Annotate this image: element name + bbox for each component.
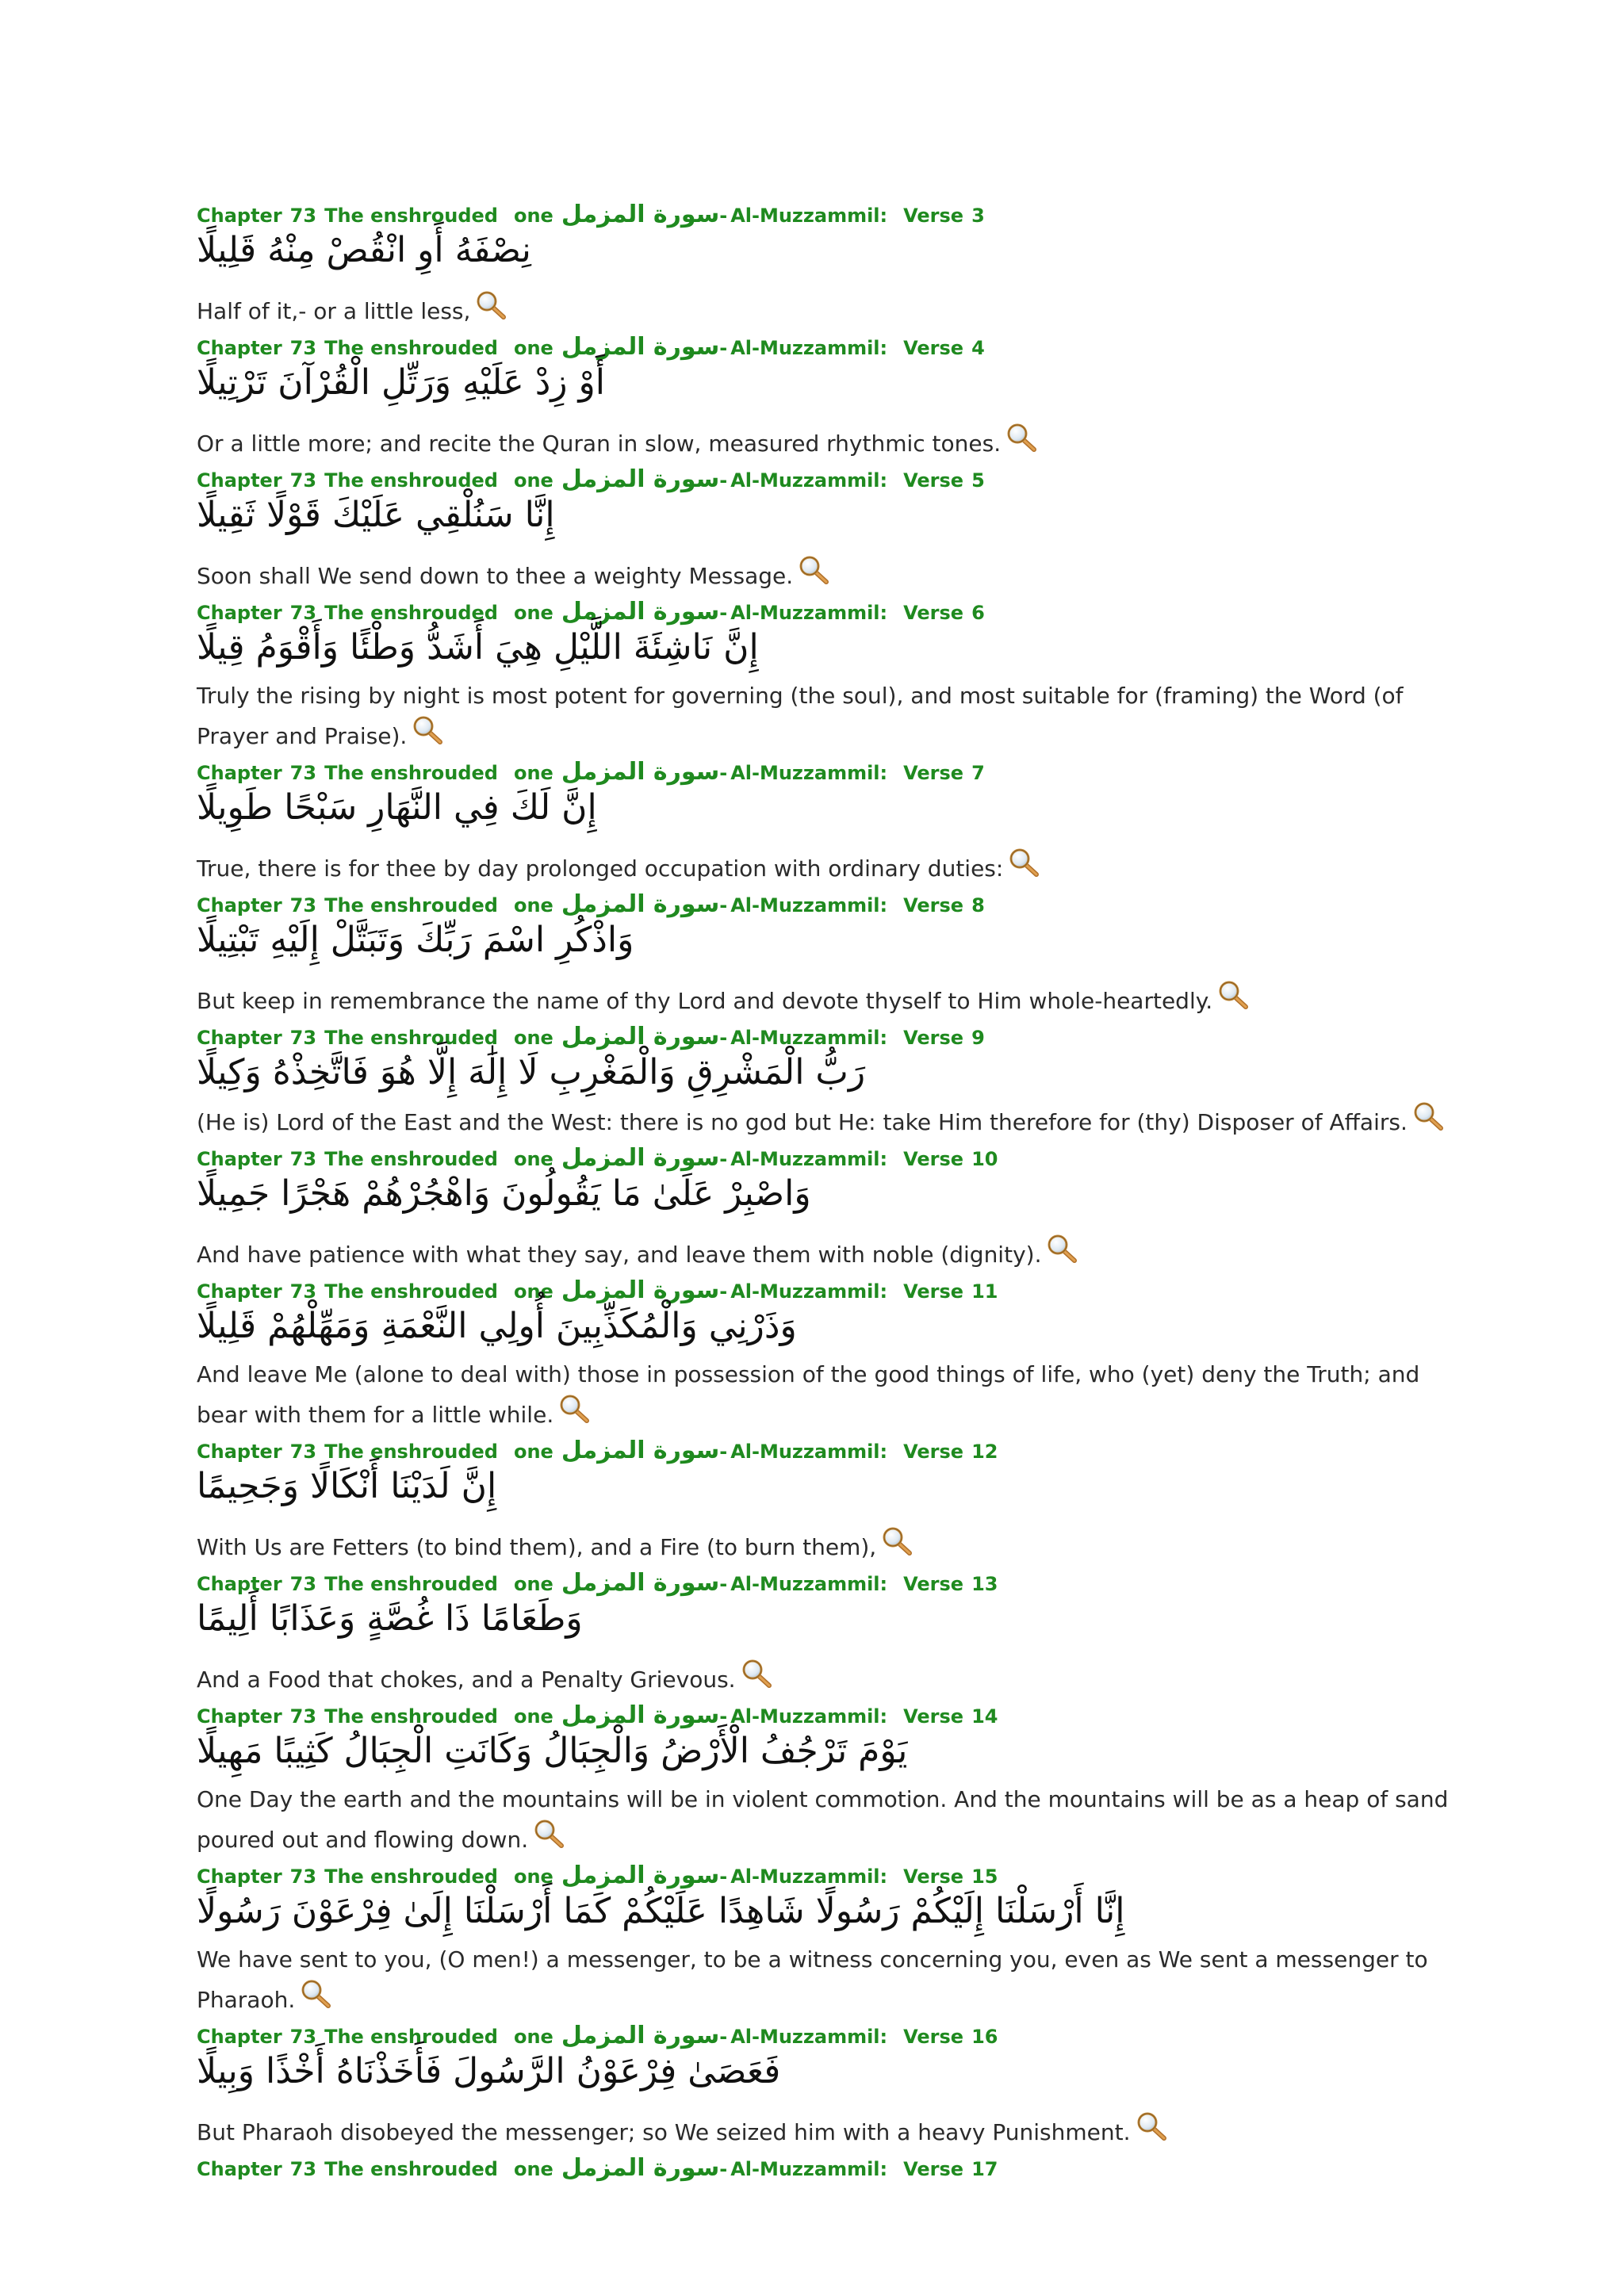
surah-transliteration: Al-Muzzammil: bbox=[730, 894, 888, 916]
chapter-name-one: one bbox=[513, 2158, 553, 2180]
chapter-number: 73 bbox=[289, 205, 317, 227]
verse-header bbox=[197, 1145, 1450, 1172]
verse-arabic-text: وَاصْبِرْ عَلَىٰ مَا يَقُولُونَ وَاهْجُرْهُمْ هَجْرًا جَمِيلًا bbox=[197, 1173, 811, 1214]
surah-name-arabic: سورة المزمل bbox=[561, 2154, 720, 2182]
chapter-name: The enshrouded bbox=[324, 1705, 498, 1728]
chapter-name: The enshrouded bbox=[324, 469, 498, 492]
verse-number: 16 bbox=[971, 2026, 998, 2048]
verse-translation-text: Truly the rising by night is most potent for governing (the soul), and most suitable for (framing) the Word (of Prayer and Praise). bbox=[197, 683, 1404, 749]
verse-header bbox=[197, 2155, 1450, 2182]
verse-block bbox=[197, 1437, 1450, 1570]
verse-word: Verse bbox=[903, 1866, 964, 1888]
verse-block bbox=[197, 201, 1450, 334]
chapter-name: The enshrouded bbox=[324, 1573, 498, 1595]
chapter-name-one: one bbox=[513, 1866, 553, 1888]
chapter-name-one: one bbox=[513, 1573, 553, 1595]
verse-translation bbox=[197, 405, 1450, 466]
chapter-word: Chapter bbox=[197, 2026, 282, 2048]
verse-translation bbox=[197, 670, 1450, 759]
chapter-word: Chapter bbox=[197, 205, 282, 227]
header-separator: - bbox=[719, 1441, 728, 1463]
verse-word: Verse bbox=[903, 1148, 964, 1170]
surah-name-arabic: سورة المزمل bbox=[561, 758, 720, 786]
surah-name-arabic: سورة المزمل bbox=[561, 1144, 720, 1172]
magnifier-icon[interactable] bbox=[1046, 1234, 1078, 1276]
surah-transliteration: Al-Muzzammil: bbox=[730, 1441, 888, 1463]
chapter-number: 73 bbox=[289, 1573, 317, 1595]
header-separator: - bbox=[719, 1148, 728, 1170]
verse-header bbox=[197, 2022, 1450, 2049]
surah-transliteration: Al-Muzzammil: bbox=[730, 762, 888, 784]
verse-block bbox=[197, 891, 1450, 1024]
verse-number: 12 bbox=[971, 1441, 998, 1463]
verse-block bbox=[197, 334, 1450, 466]
verse-number: 13 bbox=[971, 1573, 998, 1595]
verse-list bbox=[197, 201, 1450, 2182]
chapter-word: Chapter bbox=[197, 1148, 282, 1170]
verse-header bbox=[197, 1277, 1450, 1304]
chapter-name-one: one bbox=[513, 2026, 553, 2048]
verse-arabic-text: إِنَّا سَنُلْقِي عَلَيْكَ قَوْلًا ثَقِيلًا bbox=[197, 495, 555, 535]
verse-arabic-text: إِنَّ نَاشِئَةَ اللَّيْلِ هِيَ أَشَدُّ وَطْئًا وَأَقْوَمُ قِيلًا bbox=[197, 627, 759, 668]
chapter-name-one: one bbox=[513, 469, 553, 492]
surah-transliteration: Al-Muzzammil: bbox=[730, 1573, 888, 1595]
verse-arabic-text: وَاذْكُرِ اسْمَ رَبِّكَ وَتَبَتَّلْ إِلَيْهِ تَبْتِيلًا bbox=[197, 920, 634, 960]
chapter-number: 73 bbox=[289, 762, 317, 784]
chapter-name: The enshrouded bbox=[324, 337, 498, 359]
chapter-name-one: one bbox=[513, 205, 553, 227]
chapter-word: Chapter bbox=[197, 1573, 282, 1595]
verse-block bbox=[197, 599, 1450, 759]
verse-block bbox=[197, 1702, 1450, 1862]
surah-name-arabic: سورة المزمل bbox=[561, 1862, 720, 1889]
chapter-number: 73 bbox=[289, 2026, 317, 2048]
verse-translation-text: And have patience with what they say, and leave them with noble (dignity). bbox=[197, 1242, 1042, 1268]
verse-translation-text: With Us are Fetters (to bind them), and a Fire (to burn them), bbox=[197, 1534, 877, 1560]
surah-transliteration: Al-Muzzammil: bbox=[730, 1705, 888, 1728]
surah-transliteration: Al-Muzzammil: bbox=[730, 205, 888, 227]
magnifier-icon[interactable] bbox=[300, 1979, 331, 2021]
chapter-word: Chapter bbox=[197, 2158, 282, 2180]
surah-name-arabic: سورة المزمل bbox=[561, 598, 720, 626]
chapter-name: The enshrouded bbox=[324, 1280, 498, 1303]
surah-name-arabic: سورة المزمل bbox=[561, 890, 720, 918]
chapter-word: Chapter bbox=[197, 602, 282, 624]
verse-translation-text: But keep in remembrance the name of thy Lord and devote thyself to Him whole-heartedly. bbox=[197, 988, 1213, 1014]
verse-number: 8 bbox=[971, 894, 985, 916]
verse-translation bbox=[197, 273, 1450, 334]
surah-transliteration: Al-Muzzammil: bbox=[730, 1148, 888, 1170]
verse-translation bbox=[197, 962, 1450, 1024]
header-separator: - bbox=[719, 205, 728, 227]
surah-transliteration: Al-Muzzammil: bbox=[730, 2026, 888, 2048]
magnifier-icon[interactable] bbox=[1005, 423, 1037, 465]
magnifier-icon[interactable] bbox=[1136, 2111, 1167, 2153]
chapter-name-one: one bbox=[513, 762, 553, 784]
verse-number: 4 bbox=[971, 337, 985, 359]
chapter-word: Chapter bbox=[197, 1280, 282, 1303]
verse-number: 17 bbox=[971, 2158, 998, 2180]
verse-arabic-text: إِنَّ لَكَ فِي النَّهَارِ سَبْحًا طَوِيلًا bbox=[197, 787, 597, 828]
verse-block bbox=[197, 1277, 1450, 1437]
verse-word: Verse bbox=[903, 1027, 964, 1049]
verse-translation-text: And leave Me (alone to deal with) those in possession of the good things of life, who (yet) deny the Truth; and bear with them for a little while. bbox=[197, 1361, 1420, 1428]
chapter-name-one: one bbox=[513, 1280, 553, 1303]
verse-header bbox=[197, 599, 1450, 626]
verse-word: Verse bbox=[903, 1280, 964, 1303]
surah-name-arabic: سورة المزمل bbox=[561, 1701, 720, 1729]
verse-translation-text: We have sent to you, (O men!) a messenger, to be a witness concerning you, even as We sent a messenger to Pharaoh. bbox=[197, 1946, 1428, 2013]
verse-translation bbox=[197, 1774, 1450, 1862]
verse-translation bbox=[197, 2094, 1450, 2155]
chapter-word: Chapter bbox=[197, 1705, 282, 1728]
verse-translation-text: Half of it,- or a little less, bbox=[197, 298, 471, 324]
header-separator: - bbox=[719, 602, 728, 624]
chapter-name-one: one bbox=[513, 1027, 553, 1049]
verse-translation bbox=[197, 1641, 1450, 1702]
chapter-name: The enshrouded bbox=[324, 1027, 498, 1049]
chapter-name: The enshrouded bbox=[324, 602, 498, 624]
header-separator: - bbox=[719, 337, 728, 359]
chapter-word: Chapter bbox=[197, 337, 282, 359]
header-separator: - bbox=[719, 2026, 728, 2048]
verse-word: Verse bbox=[903, 2026, 964, 2048]
chapter-number: 73 bbox=[289, 2158, 317, 2180]
verse-arabic-text: وَطَعَامًا ذَا غُصَّةٍ وَعَذَابًا أَلِيمًا bbox=[197, 1598, 583, 1639]
chapter-name-one: one bbox=[513, 1148, 553, 1170]
verse-translation bbox=[197, 1095, 1450, 1145]
header-separator: - bbox=[719, 762, 728, 784]
magnifier-icon[interactable] bbox=[1412, 1101, 1444, 1143]
chapter-name-one: one bbox=[513, 337, 553, 359]
verse-header bbox=[197, 1862, 1450, 1889]
surah-name-arabic: سورة المزمل bbox=[561, 1569, 720, 1597]
magnifier-icon[interactable] bbox=[558, 1394, 590, 1436]
verse-word: Verse bbox=[903, 205, 964, 227]
chapter-word: Chapter bbox=[197, 1866, 282, 1888]
surah-name-arabic: سورة المزمل bbox=[561, 465, 720, 493]
header-separator: - bbox=[719, 2158, 728, 2180]
magnifier-icon[interactable] bbox=[412, 715, 443, 757]
surah-name-arabic: سورة المزمل bbox=[561, 2022, 720, 2049]
verse-translation bbox=[197, 1934, 1450, 2022]
verse-header bbox=[197, 1437, 1450, 1464]
surah-transliteration: Al-Muzzammil: bbox=[730, 337, 888, 359]
verse-number: 5 bbox=[971, 469, 985, 492]
verse-translation-text: Or a little more; and recite the Quran in slow, measured rhythmic tones. bbox=[197, 430, 1002, 457]
verse-number: 10 bbox=[971, 1148, 998, 1170]
chapter-name-one: one bbox=[513, 1705, 553, 1728]
magnifier-icon[interactable] bbox=[798, 555, 829, 597]
chapter-word: Chapter bbox=[197, 469, 282, 492]
verse-arabic-text: نِصْفَهُ أَوِ انْقُصْ مِنْهُ قَلِيلًا bbox=[197, 230, 531, 270]
verse-block bbox=[197, 759, 1450, 891]
chapter-number: 73 bbox=[289, 1866, 317, 1888]
magnifier-icon[interactable] bbox=[1217, 980, 1249, 1022]
verse-number: 3 bbox=[971, 205, 985, 227]
chapter-number: 73 bbox=[289, 1705, 317, 1728]
magnifier-icon[interactable] bbox=[1008, 848, 1040, 890]
chapter-number: 73 bbox=[289, 469, 317, 492]
header-separator: - bbox=[719, 1027, 728, 1049]
verse-word: Verse bbox=[903, 337, 964, 359]
verse-number: 7 bbox=[971, 762, 985, 784]
surah-name-arabic: سورة المزمل bbox=[561, 1437, 720, 1464]
chapter-word: Chapter bbox=[197, 1027, 282, 1049]
chapter-number: 73 bbox=[289, 1441, 317, 1463]
verse-block-trailing bbox=[197, 2155, 1450, 2182]
surah-name-arabic: سورة المزمل bbox=[561, 1276, 720, 1304]
surah-transliteration: Al-Muzzammil: bbox=[730, 1280, 888, 1303]
verse-word: Verse bbox=[903, 762, 964, 784]
verse-translation bbox=[197, 830, 1450, 891]
chapter-number: 73 bbox=[289, 602, 317, 624]
header-separator: - bbox=[719, 1866, 728, 1888]
verse-arabic-text: رَبُّ الْمَشْرِقِ وَالْمَغْرِبِ لَا إِلَٰهَ إِلَّا هُوَ فَاتَّخِذْهُ وَكِيلًا bbox=[197, 1052, 866, 1093]
chapter-name-one: one bbox=[513, 894, 553, 916]
verse-word: Verse bbox=[903, 1705, 964, 1728]
verse-number: 9 bbox=[971, 1027, 985, 1049]
chapter-name: The enshrouded bbox=[324, 894, 498, 916]
verse-number: 6 bbox=[971, 602, 985, 624]
verse-header bbox=[197, 466, 1450, 493]
verse-translation-text: Soon shall We send down to thee a weighty Message. bbox=[197, 563, 794, 589]
header-separator: - bbox=[719, 1280, 728, 1303]
verse-number: 14 bbox=[971, 1705, 998, 1728]
verse-block bbox=[197, 1145, 1450, 1277]
verse-translation-text: One Day the earth and the mountains will be in violent commotion. And the mountains will be as a heap of sand poured out and flowing down. bbox=[197, 1786, 1449, 1853]
magnifier-icon[interactable] bbox=[881, 1526, 913, 1568]
page-content bbox=[197, 201, 1450, 2182]
verse-word: Verse bbox=[903, 1441, 964, 1463]
header-separator: - bbox=[719, 1573, 728, 1595]
verse-translation bbox=[197, 538, 1450, 599]
verse-translation-text: (He is) Lord of the East and the West: there is no god but He: take Him therefore for (thy) Disposer of Affairs. bbox=[197, 1109, 1408, 1135]
verse-number: 15 bbox=[971, 1866, 998, 1888]
chapter-word: Chapter bbox=[197, 894, 282, 916]
chapter-name: The enshrouded bbox=[324, 1148, 498, 1170]
verse-block bbox=[197, 1024, 1450, 1145]
verse-block bbox=[197, 1862, 1450, 2022]
chapter-word: Chapter bbox=[197, 1441, 282, 1463]
surah-transliteration: Al-Muzzammil: bbox=[730, 1866, 888, 1888]
chapter-name: The enshrouded bbox=[324, 205, 498, 227]
chapter-name: The enshrouded bbox=[324, 1441, 498, 1463]
verse-arabic-text: فَعَصَىٰ فِرْعَوْنُ الرَّسُولَ فَأَخَذْنَاهُ أَخْذًا وَبِيلًا bbox=[197, 2051, 781, 2091]
verse-word: Verse bbox=[903, 1573, 964, 1595]
verse-header bbox=[197, 1570, 1450, 1597]
chapter-name: The enshrouded bbox=[324, 1866, 498, 1888]
surah-transliteration: Al-Muzzammil: bbox=[730, 469, 888, 492]
chapter-name: The enshrouded bbox=[324, 2026, 498, 2048]
verse-arabic-text: إِنَّا أَرْسَلْنَا إِلَيْكُمْ رَسُولًا شَاهِدًا عَلَيْكُمْ كَمَا أَرْسَلْنَا إِلَىٰ فِرْعَوْنَ رَسُولًا bbox=[197, 1891, 1125, 1931]
verse-block bbox=[197, 466, 1450, 599]
verse-number: 11 bbox=[971, 1280, 998, 1303]
verse-header bbox=[197, 334, 1450, 361]
verse-header bbox=[197, 1702, 1450, 1729]
surah-name-arabic: سورة المزمل bbox=[561, 1023, 720, 1050]
chapter-number: 73 bbox=[289, 1280, 317, 1303]
chapter-name: The enshrouded bbox=[324, 762, 498, 784]
verse-translation bbox=[197, 1509, 1450, 1570]
verse-arabic-text: أَوْ زِدْ عَلَيْهِ وَرَتِّلِ الْقُرْآنَ تَرْتِيلًا bbox=[197, 362, 606, 403]
surah-transliteration: Al-Muzzammil: bbox=[730, 602, 888, 624]
chapter-name: The enshrouded bbox=[324, 2158, 498, 2180]
chapter-number: 73 bbox=[289, 337, 317, 359]
chapter-number: 73 bbox=[289, 894, 317, 916]
verse-translation-text: But Pharaoh disobeyed the messenger; so We seized him with a heavy Punishment. bbox=[197, 2119, 1131, 2145]
verse-header bbox=[197, 1024, 1450, 1050]
chapter-name-one: one bbox=[513, 602, 553, 624]
verse-block bbox=[197, 1570, 1450, 1702]
magnifier-icon[interactable] bbox=[741, 1659, 772, 1701]
chapter-name-one: one bbox=[513, 1441, 553, 1463]
verse-header bbox=[197, 201, 1450, 228]
chapter-number: 73 bbox=[289, 1027, 317, 1049]
magnifier-icon[interactable] bbox=[533, 1819, 565, 1861]
verse-arabic-text: إِنَّ لَدَيْنَا أَنْكَالًا وَجَحِيمًا bbox=[197, 1466, 497, 1506]
verse-translation bbox=[197, 1349, 1450, 1437]
verse-arabic-text: يَوْمَ تَرْجُفُ الْأَرْضُ وَالْجِبَالُ وَكَانَتِ الْجِبَالُ كَثِيبًا مَهِيلًا bbox=[197, 1731, 908, 1771]
verse-translation-text: True, there is for thee by day prolonged occupation with ordinary duties: bbox=[197, 855, 1004, 882]
verse-arabic-text: وَذَرْنِي وَالْمُكَذِّبِينَ أُولِي النَّعْمَةِ وَمَهِّلْهُمْ قَلِيلًا bbox=[197, 1306, 797, 1346]
verse-word: Verse bbox=[903, 469, 964, 492]
surah-name-arabic: سورة المزمل bbox=[561, 333, 720, 361]
verse-header bbox=[197, 891, 1450, 918]
surah-name-arabic: سورة المزمل bbox=[561, 201, 720, 228]
verse-word: Verse bbox=[903, 2158, 964, 2180]
verse-word: Verse bbox=[903, 894, 964, 916]
header-separator: - bbox=[719, 1705, 728, 1728]
header-separator: - bbox=[719, 469, 728, 492]
verse-header bbox=[197, 759, 1450, 786]
header-separator: - bbox=[719, 894, 728, 916]
verse-translation-text: And a Food that chokes, and a Penalty Grievous. bbox=[197, 1667, 736, 1693]
verse-translation bbox=[197, 1216, 1450, 1277]
chapter-number: 73 bbox=[289, 1148, 317, 1170]
verse-block bbox=[197, 2022, 1450, 2155]
surah-transliteration: Al-Muzzammil: bbox=[730, 2158, 888, 2180]
magnifier-icon[interactable] bbox=[475, 290, 507, 332]
surah-transliteration: Al-Muzzammil: bbox=[730, 1027, 888, 1049]
verse-word: Verse bbox=[903, 602, 964, 624]
chapter-word: Chapter bbox=[197, 762, 282, 784]
